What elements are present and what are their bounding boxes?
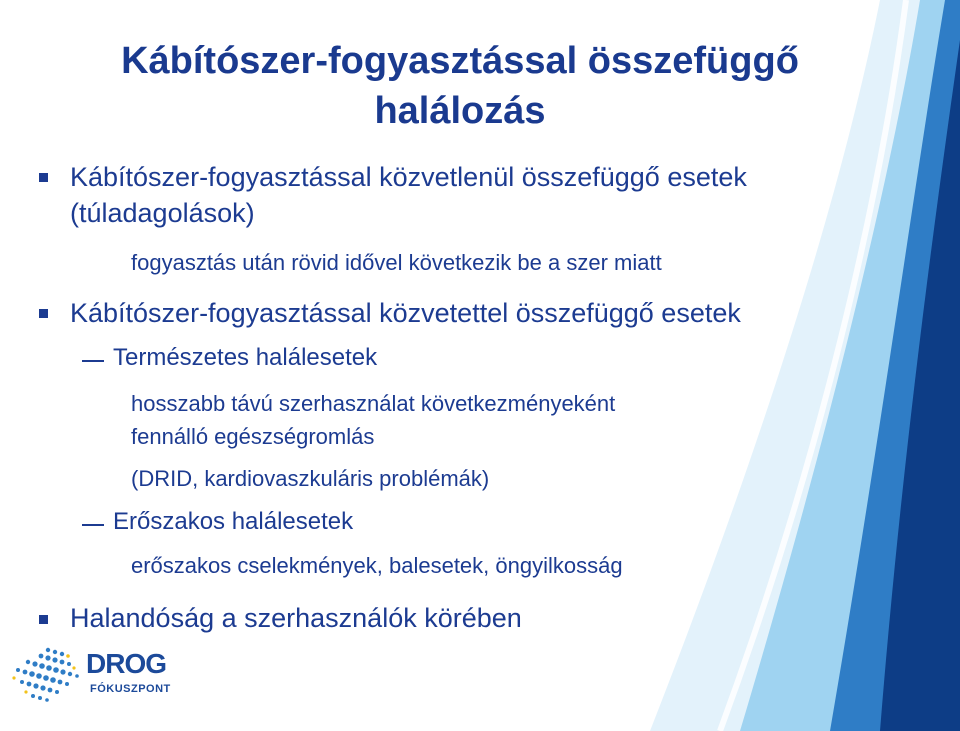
drog-fokuszpont-logo xyxy=(8,644,188,704)
bullet-square-icon xyxy=(39,615,48,624)
logo-subtitle: FÓKUSZPONT xyxy=(90,683,171,695)
bullet-2-text: Kábítószer-fogyasztással közvetettel összefüggő esetek xyxy=(70,298,741,328)
sub-bullet-natural-deaths: Természetes halálesetek xyxy=(113,344,378,371)
natural-deaths-line-2: fennálló egészségromlás xyxy=(131,424,375,449)
bullet-square-icon xyxy=(39,173,48,182)
dash-bullet-icon xyxy=(82,524,104,526)
natural-deaths-line-3: (DRID, kardiovaszkuláris problémák) xyxy=(131,466,490,491)
bullet-1-text: Kábítószer-fogyasztással közvetlenül összefüggő esetek xyxy=(70,162,747,192)
bullet-square-icon xyxy=(39,309,48,318)
violent-deaths-line-1: erőszakos cselekmények, balesetek, öngyilkosság xyxy=(131,553,623,578)
dash-bullet-icon xyxy=(82,360,104,362)
bullet-1-continuation: (túladagolások) xyxy=(70,198,255,228)
title-line-2: halálozás xyxy=(374,90,546,132)
natural-deaths-line-1: hosszabb távú szerhasználat következményeként xyxy=(131,391,616,416)
sub-bullet-violent-deaths: Erőszakos halálesetek xyxy=(113,508,354,535)
bullet-3-text: Halandóság a szerhasználók körében xyxy=(70,603,522,633)
title-line-1: Kábítószer-fogyasztással összefüggő xyxy=(121,40,799,82)
logo-word: DROG xyxy=(86,648,166,679)
bullet-1-sub-text: fogyasztás után rövid idővel következik be a szer miatt xyxy=(131,250,662,275)
logo-dots-icon xyxy=(8,644,88,704)
